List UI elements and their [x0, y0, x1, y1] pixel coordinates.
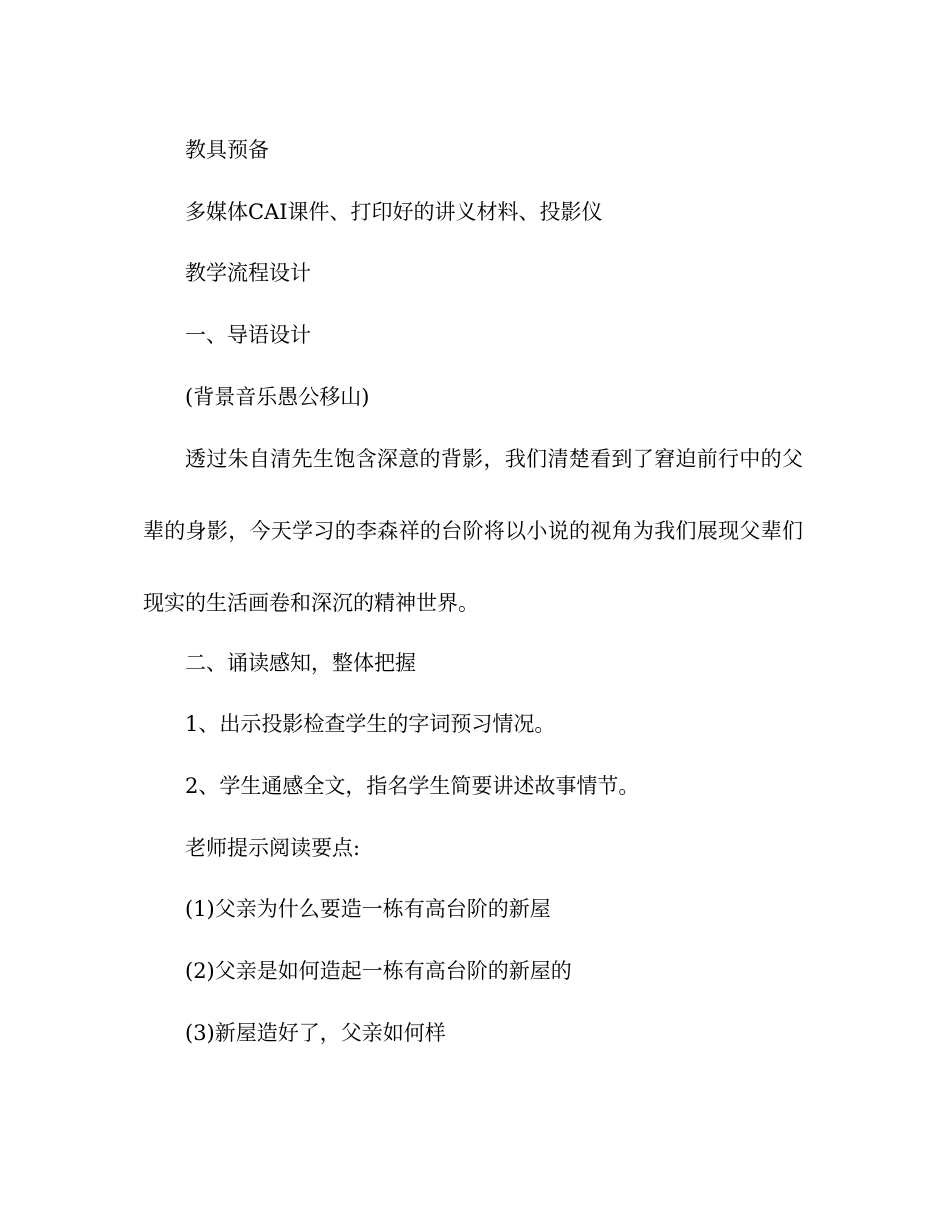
- reading-point-3: (3)新屋造好了，父亲如何样: [185, 1020, 446, 1045]
- document-body: [143, 120, 803, 1064]
- intro-paragraph: 透过朱自清先生饱含深意的背影，我们清楚看到了窘迫前行中的父辈的身影，今天学习的李森祥的台阶将以小说的视角为我们展现父辈们现实的生活画卷和深沉的精神世界。: [143, 446, 803, 615]
- section-reading-heading: 二、诵读感知，整体把握: [185, 650, 416, 675]
- step-2: 2、学生通感全文，指名学生简要讲述故事情节。: [185, 773, 640, 798]
- section-intro-heading: 一、导语设计: [185, 323, 311, 348]
- teaching-aids-list: 多媒体CAI课件、打印好的讲义材料、投影仪: [185, 199, 603, 224]
- reading-point-1: (1)父亲为什么要造一栋有高台阶的新屋: [185, 897, 551, 922]
- reading-point-2: (2)父亲是如何造起一栋有高台阶的新屋的: [185, 959, 572, 984]
- heading-teaching-flow: 教学流程设计: [185, 261, 311, 286]
- reading-points-label: 老师提示阅读要点:: [185, 835, 361, 860]
- background-music-note: (背景音乐愚公移山): [185, 384, 370, 409]
- heading-teaching-aids: 教具预备: [185, 138, 269, 162]
- step-1: 1、出示投影检查学生的字词预习情况。: [185, 712, 556, 737]
